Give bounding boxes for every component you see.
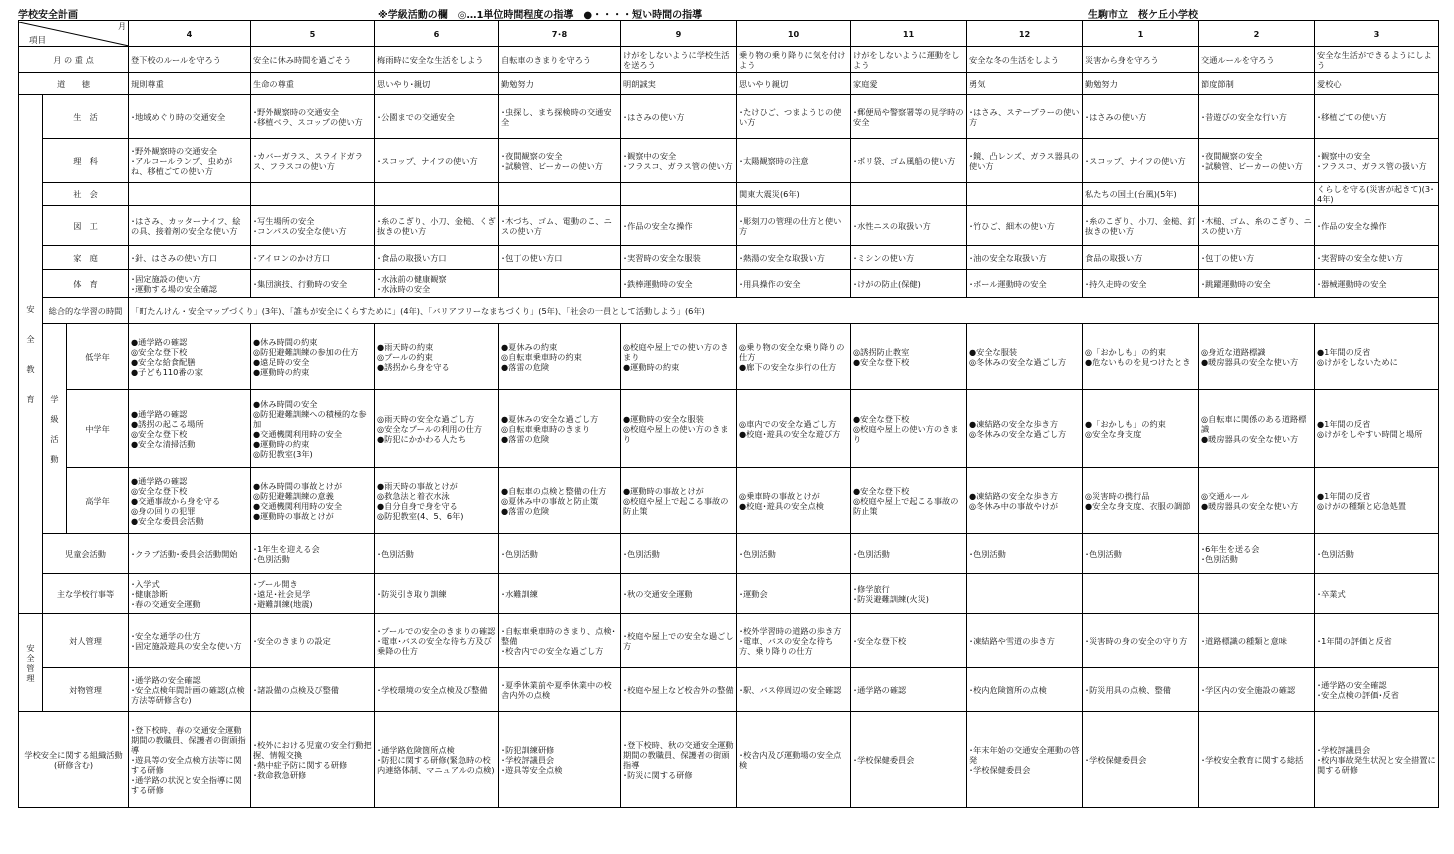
table-row [19, 614, 1439, 668]
integrated-study-text: 「町たんけん・安全マップづくり」(3年)、「誰もが安全にくらすために」(4年)、「バリアフリーなまちづくり」(5年)、「社会の一員として活動しよう」(6年) [129, 298, 1439, 324]
table-row [19, 712, 1439, 808]
table-row [19, 47, 1439, 73]
council-label: 児童会活動 [43, 534, 129, 574]
plan-cell: ･野外観察時の交通安全 ･移植ベラ、スコップの使い方 [251, 95, 375, 139]
plan-cell [1199, 574, 1315, 614]
plan-cell: ･1年生を迎える会 ･色別活動 [251, 534, 375, 574]
plan-cell: ･集団演技、行動時の安全 [251, 270, 375, 298]
month-header: 11 [851, 21, 967, 47]
plan-cell: ･夜間観察の安全 ･試験管、ビーカーの使い方 [1199, 139, 1315, 183]
corner-header [19, 21, 129, 47]
plan-cell: ･プール開き ･遠足･社会見学 ･避難訓練(地震) [251, 574, 375, 614]
safety-management-label: 安 全 管 理 [19, 614, 43, 712]
plan-cell: 私たちの国土(台風)(5年) [1083, 183, 1199, 206]
plan-cell: ･木づち、ゴム、電動のこ、ニスの使い方 [499, 206, 621, 246]
plan-cell: ●1年間の反省 ◎けがをしないために [1315, 324, 1439, 390]
object-management-label: 対物管理 [43, 668, 129, 712]
table-row [19, 139, 1439, 183]
focus-label: 月 の 重 点 [19, 47, 129, 73]
subject-label: 図 工 [43, 206, 129, 246]
plan-cell: ･6年生を送る会 ･色別活動 [1199, 534, 1315, 574]
plan-cell: 登下校のルールを守ろう [129, 47, 251, 73]
plan-cell: ･ポリ袋、ゴム風船の使い方 [851, 139, 967, 183]
plan-cell: ･アイロンのかけ方口 [251, 246, 375, 270]
plan-cell: ･移植ごての使い方 [1315, 95, 1439, 139]
plan-cell: ･凍結路や雪道の歩き方 [967, 614, 1083, 668]
plan-cell: ･運動会 [737, 574, 851, 614]
plan-cell: ･防災引き取り訓練 [375, 574, 499, 614]
plan-cell: 交通ルールを守ろう [1199, 47, 1315, 73]
plan-cell: ･ミシンの使い方 [851, 246, 967, 270]
plan-cell [375, 183, 499, 206]
plan-cell: ･けがの防止(保健) [851, 270, 967, 298]
plan-cell: ･作品の安全な操作 [1315, 206, 1439, 246]
month-header: 4 [129, 21, 251, 47]
table-row [19, 21, 1439, 47]
plan-cell: ･観察中の安全 ･フラスコ、ガラス管の扱い方 [1315, 139, 1439, 183]
plan-cell: ●「おかしも」の約束 ◎安全な身支度 [1083, 390, 1199, 468]
plan-cell: ･観察中の安全 ･フラスコ、ガラス管の使い方 [621, 139, 737, 183]
month-header: 12 [967, 21, 1083, 47]
plan-cell [967, 183, 1083, 206]
plan-cell: ･公園までの交通安全 [375, 95, 499, 139]
plan-cell: 災害から身を守ろう [1083, 47, 1199, 73]
plan-cell [1199, 183, 1315, 206]
plan-cell: ●夏休みの約束 ◎自転車乗車時の約束 ●落雷の危険 [499, 324, 621, 390]
plan-cell: ●通学路の確認 ◎安全な登下校 ●安全な給食配膳 ●子ども110番の家 [129, 324, 251, 390]
plan-cell: ･夜間観察の安全 ･試験管、ビーカーの使い方 [499, 139, 621, 183]
plan-cell: 勇気 [967, 73, 1083, 95]
plan-cell: ●休み時間の約束 ◎防犯避難訓練の参加の仕方 ●遠足時の安全 ●運動時の約束 [251, 324, 375, 390]
plan-cell: ●夏休みの安全な過ごし方 ◎自転車乗車時のきまり ●落雷の危険 [499, 390, 621, 468]
plan-cell: ･色別活動 [499, 534, 621, 574]
grade-label: 高学年 [67, 468, 129, 534]
plan-cell: ●運動時の安全な服装 ◎校庭や屋上の使い方のきまり [621, 390, 737, 468]
corner-month-label: 月 [118, 21, 127, 31]
plan-cell: 規則尊重 [129, 73, 251, 95]
plan-cell: ･はさみの使い方 [621, 95, 737, 139]
plan-cell: ･スコップ、ナイフの使い方 [1083, 139, 1199, 183]
plan-cell: 安全な生活ができるようにしよう [1315, 47, 1439, 73]
plan-cell: ･色別活動 [375, 534, 499, 574]
table-row [19, 73, 1439, 95]
table-row [19, 324, 1439, 390]
plan-cell: ･年末年始の交通安全運動の啓発 ･学校保健委員会 [967, 712, 1083, 808]
month-header: 6 [375, 21, 499, 47]
plan-cell: ◎車内での安全な過ごし方 ●校庭･遊具の安全な遊び方 [737, 390, 851, 468]
plan-cell: ･安全な通学の仕方 ･固定施設遊具の安全な使い方 [129, 614, 251, 668]
events-label: 主な学校行事等 [43, 574, 129, 614]
plan-cell: ●安全な登下校 ◎校庭や屋上で起こる事故の防止策 [851, 468, 967, 534]
month-header: 10 [737, 21, 851, 47]
plan-cell: ･入学式 ･健康診断 ･春の交通安全運動 [129, 574, 251, 614]
plan-cell: ･修学旅行 ･防災避難訓練(火災) [851, 574, 967, 614]
subject-label: 理 科 [43, 139, 129, 183]
plan-cell: ●雨天時の事故とけが ◎救急法と着衣水泳 ●自分自身で身を守る ◎防犯教室(4、5、6年) [375, 468, 499, 534]
plan-cell: ◎交通ルール ●暖房器具の安全な使い方 [1199, 468, 1315, 534]
plan-cell: 食品の取扱い方 [1083, 246, 1199, 270]
plan-cell: ･針、はさみの使い方口 [129, 246, 251, 270]
plan-cell: ･写生場所の安全 ･コンパスの安全な使い方 [251, 206, 375, 246]
plan-cell: ･油の安全な取扱い方 [967, 246, 1083, 270]
plan-cell: ●凍結路の安全な歩き方 ◎冬休みの安全な過ごし方 [967, 390, 1083, 468]
document-title: 学校安全計画 [18, 10, 78, 21]
plan-cell: ◎校庭や屋上での使い方のきまり ●運動時の約束 [621, 324, 737, 390]
plan-cell: 梅雨時に安全な生活をしよう [375, 47, 499, 73]
plan-cell: ･道路標識の種類と意味 [1199, 614, 1315, 668]
table-row [19, 534, 1439, 574]
plan-cell: 勤勉努力 [499, 73, 621, 95]
plan-cell: ･昔遊びの安全な行い方 [1199, 95, 1315, 139]
plan-cell: くらしを守る(災害が起きて)(3･4年) [1315, 183, 1439, 206]
plan-cell: ●1年間の反省 ◎けがの種類と応急処置 [1315, 468, 1439, 534]
plan-cell: ◎災害時の携行品 ●安全な身支度、衣服の調節 [1083, 468, 1199, 534]
plan-cell: ●通学路の確認 ●誘拐の起こる場所 ◎安全な登下校 ●安全な清掃活動 [129, 390, 251, 468]
plan-cell: ･色別活動 [851, 534, 967, 574]
plan-cell [129, 183, 251, 206]
month-header: 7･8 [499, 21, 621, 47]
plan-cell: ●凍結路の安全な歩き方 ◎冬休み中の事故やけが [967, 468, 1083, 534]
table-row [19, 206, 1439, 246]
plan-cell: ･竹ひご、細木の使い方 [967, 206, 1083, 246]
plan-cell: ●安全な登下校 ◎校庭や屋上の使い方のきまり [851, 390, 967, 468]
legend-note: ※学級活動の欄 ◎…1単位時間程度の指導 ●・・・・短い時間の指導 [378, 10, 703, 21]
plan-cell: ･はさみ、ステープラーの使い方 [967, 95, 1083, 139]
table-row [19, 668, 1439, 712]
moral-label: 道 徳 [19, 73, 129, 95]
plan-cell: ･登下校時、春の交通安全運動期間の教職員、保護者の街頭指導 ･遊具等の安全点検方法等に関する研修 ･通学路の状況と安全指導に関する研修 [129, 712, 251, 808]
plan-cell: ◎誘拐防止教室 ●安全な登下校 [851, 324, 967, 390]
school-name: 生駒市立 桜ケ丘小学校 [1088, 10, 1198, 21]
plan-cell: ･食品の取扱い方口 [375, 246, 499, 270]
safety-plan-table [18, 20, 1439, 808]
plan-cell: ･通学路危険箇所点検 ･防犯に関する研修(緊急時の校内連絡体制、マニュアルの点検) [375, 712, 499, 808]
plan-cell: ･実習時の安全な服装 [621, 246, 737, 270]
plan-cell: ･校外学習時の道路の歩き方 ･電車、バスの安全な待ち方、乗り降りの仕方 [737, 614, 851, 668]
plan-cell: 明朗誠実 [621, 73, 737, 95]
plan-cell: ･校舎内及び運動場の安全点検 [737, 712, 851, 808]
plan-cell: ･色別活動 [1315, 534, 1439, 574]
plan-cell: ･防犯訓練研修 ･学校評議員会 ･遊具等安全点検 [499, 712, 621, 808]
table-row [19, 468, 1439, 534]
plan-cell [499, 270, 621, 298]
plan-cell: ･跳躍運動時の安全 [1199, 270, 1315, 298]
plan-cell: ･卒業式 [1315, 574, 1439, 614]
grade-label: 中学年 [67, 390, 129, 468]
plan-cell: ◎身近な道路標識 ●暖房器具の安全な使い方 [1199, 324, 1315, 390]
plan-cell: ●自転車の点検と整備の仕方 ◎夏休み中の事故と防止策 ●落雷の危険 [499, 468, 621, 534]
plan-cell: けがをしないように学校生活を送ろう [621, 47, 737, 73]
plan-cell: ･野外観察時の交通安全 ･アルコールランプ、虫めがね、移植ごての使い方 [129, 139, 251, 183]
plan-cell [1083, 574, 1199, 614]
plan-cell: ･鉄棒運動時の安全 [621, 270, 737, 298]
plan-cell: ･糸のこぎり、小刀、金槌、釘抜きの使い方 [1083, 206, 1199, 246]
grade-label: 低学年 [67, 324, 129, 390]
plan-cell: ◎自転車に関係のある道路標識 ●暖房器具の安全な使い方 [1199, 390, 1315, 468]
organization-activity-label: 学校安全に関する組織活動(研修含む) [19, 712, 129, 808]
plan-cell: ･通学路の安全確認 ･安全点検年間計画の確認(点検方法等研修含む) [129, 668, 251, 712]
plan-cell: ･自転車乗車時のきまり、点検･整備 ･校舎内での安全な過ごし方 [499, 614, 621, 668]
month-header: 2 [1199, 21, 1315, 47]
plan-cell: ･通学路の確認 [851, 668, 967, 712]
plan-cell: 乗り物の乗り降りに気を付けよう [737, 47, 851, 73]
plan-cell: ･作品の安全な操作 [621, 206, 737, 246]
plan-cell: ･クラブ活動･委員会活動開始 [129, 534, 251, 574]
plan-cell: 自転車のきまりを守ろう [499, 47, 621, 73]
plan-cell: ･諸設備の点検及び整備 [251, 668, 375, 712]
plan-cell: ･色別活動 [737, 534, 851, 574]
plan-cell: ･持久走時の安全 [1083, 270, 1199, 298]
plan-cell: ･学校保健委員会 [851, 712, 967, 808]
plan-cell: ･はさみ、カッターナイフ、絵の具、接着剤の安全な使い方 [129, 206, 251, 246]
subject-label: 体 育 [43, 270, 129, 298]
plan-cell: ･通学路の安全確認 ･安全点検の評価･反省 [1315, 668, 1439, 712]
plan-cell: ･ボール運動時の安全 [967, 270, 1083, 298]
plan-cell: ･安全な登下校 [851, 614, 967, 668]
subject-label: 生 活 [43, 95, 129, 139]
safety-education-label: 安 全 教 育 [19, 95, 43, 614]
plan-cell: ･夏季休業前や夏季休業中の校舎内外の点検 [499, 668, 621, 712]
plan-cell: ･水泳前の健康観察 ･水泳時の安全 [375, 270, 499, 298]
month-header: 9 [621, 21, 737, 47]
plan-cell: ･色別活動 [621, 534, 737, 574]
plan-cell [499, 183, 621, 206]
plan-cell: 生命の尊重 [251, 73, 375, 95]
plan-cell: ◎「おかしも」の約束 ●危ないものを見つけたとき [1083, 324, 1199, 390]
plan-cell: ･たけひご、つまようじの使い方 [737, 95, 851, 139]
plan-cell: 思いやり親切 [737, 73, 851, 95]
plan-cell: ･防災用具の点検、整備 [1083, 668, 1199, 712]
plan-cell [251, 183, 375, 206]
plan-cell: ･虫探し、まち探検時の交通安全 [499, 95, 621, 139]
subject-label: 家 庭 [43, 246, 129, 270]
plan-cell: ･スコップ、ナイフの使い方 [375, 139, 499, 183]
plan-cell: ･登下校時、秋の交通安全運動期間の教職員、保護者の街頭指導 ･防災に関する研修 [621, 712, 737, 808]
month-header: 3 [1315, 21, 1439, 47]
plan-cell: ･包丁の使い方口 [499, 246, 621, 270]
month-header: 5 [251, 21, 375, 47]
plan-cell: ･水難訓練 [499, 574, 621, 614]
plan-cell: ･校庭や屋上など校舎外の整備 [621, 668, 737, 712]
plan-cell: 勤勉努力 [1083, 73, 1199, 95]
table-row [19, 95, 1439, 139]
plan-cell: ･1年間の評価と反省 [1315, 614, 1439, 668]
plan-cell: ･色別活動 [967, 534, 1083, 574]
plan-cell [967, 574, 1083, 614]
plan-cell: ●通学路の確認 ◎安全な登下校 ●交通事故から身を守る ◎身の回りの犯罪 ●安全な委員会活動 [129, 468, 251, 534]
plan-cell: ･プールでの安全のきまりの確認 ･電車･バスの安全な待ち方及び乗降の仕方 [375, 614, 499, 668]
plan-cell: ･糸のこぎり、小刀、金槌、くぎ抜きの使い方 [375, 206, 499, 246]
plan-cell: ◎乗り物の安全な乗り降りの仕方 ●廊下の安全な歩行の仕方 [737, 324, 851, 390]
corner-item-label: 項目 [29, 35, 47, 46]
table-row [19, 246, 1439, 270]
plan-cell: ･校庭や屋上での安全な過ごし方 [621, 614, 737, 668]
table-row [19, 183, 1439, 206]
plan-cell: ･カバーガラス、スライドガラス、フラスコの使い方 [251, 139, 375, 183]
table-row [19, 270, 1439, 298]
plan-cell: 関東大震災(6年) [737, 183, 851, 206]
plan-cell: 安全な冬の生活をしよう [967, 47, 1083, 73]
plan-cell: けがをしないように運動をしよう [851, 47, 967, 73]
plan-cell: ●雨天時の約束 ◎プールの約束 ●誘拐から身を守る [375, 324, 499, 390]
plan-cell: ･実習時の安全な使い方 [1315, 246, 1439, 270]
plan-cell: ･固定施設の使い方 ･運動する場の安全確認 [129, 270, 251, 298]
plan-cell: 家庭愛 [851, 73, 967, 95]
plan-cell: 愛校心 [1315, 73, 1439, 95]
plan-cell: ･太陽観察時の注意 [737, 139, 851, 183]
plan-cell: ●休み時間の事故とけが ◎防犯避難訓練の意義 ●交通機関利用時の安全 ●運動時の事故とけが [251, 468, 375, 534]
plan-cell: ･秋の交通安全運動 [621, 574, 737, 614]
plan-cell: ･校内危険箇所の点検 [967, 668, 1083, 712]
plan-cell: ･駅、バス停周辺の安全確認 [737, 668, 851, 712]
plan-cell: ◎乗車時の事故とけが ●校庭･遊具の安全点検 [737, 468, 851, 534]
integrated-study-label: 総合的な学習の時間 [43, 298, 129, 324]
plan-cell: ･学校安全教育に関する総括 [1199, 712, 1315, 808]
table-row [19, 298, 1439, 324]
plan-cell: ･災害時の身の安全の守り方 [1083, 614, 1199, 668]
plan-cell: ･用具操作の安全 [737, 270, 851, 298]
plan-cell: ●休み時間の安全 ◎防犯避難訓練への積極的な参加 ●交通機関利用時の安全 ●運動時の約束 ◎防犯教室(3年) [251, 390, 375, 468]
plan-cell: ･包丁の使い方 [1199, 246, 1315, 270]
plan-cell: ･郵便局や警察署等の見学時の安全 [851, 95, 967, 139]
plan-cell: ●運動時の事故とけが ◎校庭や屋上で起こる事故の防止策 [621, 468, 737, 534]
subject-label: 社 会 [43, 183, 129, 206]
plan-cell [621, 183, 737, 206]
table-row [19, 574, 1439, 614]
plan-cell: ◎雨天時の安全な過ごし方 ◎安全なプールの利用の仕方 ●防犯にかかわる人たち [375, 390, 499, 468]
plan-cell: ･校外における児童の安全行動把握、情報交換 ･熱中症予防に関する研修 ･救命救急研修 [251, 712, 375, 808]
plan-cell: ･はさみの使い方 [1083, 95, 1199, 139]
plan-cell: 安全に休み時間を過ごそう [251, 47, 375, 73]
top-header [18, 6, 1438, 20]
plan-cell: 節度節制 [1199, 73, 1315, 95]
plan-cell: ･彫刻刀の管理の仕方と使い方 [737, 206, 851, 246]
month-header: 1 [1083, 21, 1199, 47]
plan-cell: ･安全のきまりの設定 [251, 614, 375, 668]
plan-cell: ･木槌、ゴム、糸のこぎり、ニスの使い方 [1199, 206, 1315, 246]
person-management-label: 対人管理 [43, 614, 129, 668]
plan-cell: ･熱湯の安全な取扱い方 [737, 246, 851, 270]
plan-cell: ･学区内の安全施設の確認 [1199, 668, 1315, 712]
plan-cell: ･学校保健委員会 [1083, 712, 1199, 808]
plan-cell: ●安全な服装 ◎冬休みの安全な過ごし方 [967, 324, 1083, 390]
plan-cell: ･色別活動 [1083, 534, 1199, 574]
plan-cell: ･水性ニスの取扱い方 [851, 206, 967, 246]
plan-cell: 思いやり･親切 [375, 73, 499, 95]
plan-cell: ●1年間の反省 ◎けがをしやすい時間と場所 [1315, 390, 1439, 468]
table-row [19, 390, 1439, 468]
plan-cell: ･学校評議員会 ･校内事故発生状況と安全措置に関する研修 [1315, 712, 1439, 808]
plan-cell [851, 183, 967, 206]
plan-cell: ･地域めぐり時の交通安全 [129, 95, 251, 139]
plan-cell: ･学校環境の安全点検及び整備 [375, 668, 499, 712]
plan-cell: ･鏡、凸レンズ、ガラス器具の使い方 [967, 139, 1083, 183]
class-activity-label: 学 級 活 動 [43, 324, 67, 534]
plan-cell: ･器械運動時の安全 [1315, 270, 1439, 298]
